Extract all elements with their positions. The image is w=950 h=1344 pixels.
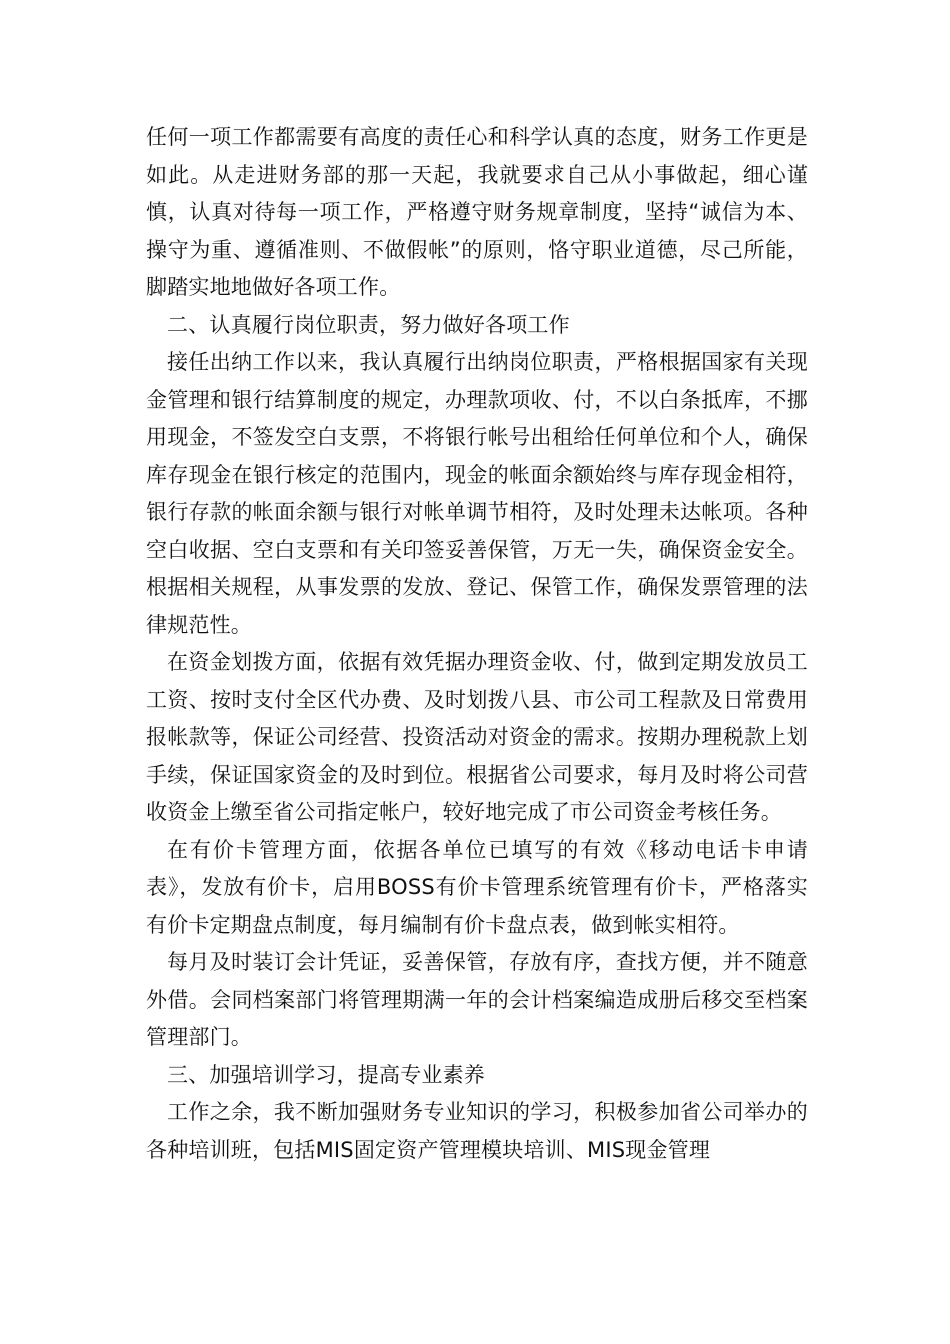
paragraph-training: 工作之余，我不断加强财务专业知识的学习，积极参加省公司举办的各种培训班，包括MIS固定资产管理模块培训、MIS现金管理 xyxy=(146,1100,808,1162)
section-heading-training: 三、加强培训学习，提高专业素养 xyxy=(167,1062,485,1087)
paragraph-voucher-archive: 每月及时装订会计凭证，妥善保管，存放有序，查找方便，并不随意外借。会同档案部门将管理期满一年的会计档案编造成册后移交至档案管理部门。 xyxy=(146,950,808,1049)
document-body xyxy=(146,119,808,1169)
paragraph-prepaid-card: 在有价卡管理方面，依据各单位已填写的有效《移动电话卡申请表》，发放有价卡，启用BOSS有价卡管理系统管理有价卡，严格落实有价卡定期盘点制度，每月编制有价卡盘点表，做到帐实相符。 xyxy=(146,837,808,937)
paragraph-cashier-duties: 接任出纳工作以来，我认真履行出纳岗位职责，严格根据国家有关现金管理和银行结算制度的规定，办理款项收、付，不以白条抵库，不挪用现金，不签发空白支票，不将银行帐号出租给任何单位和个人，确保库存现金在银行核定的范围内，现金的帐面余额始终与库存现金相符，银行存款的帐面余额与银行对帐单调节相符，及时处理未达帐项。各种空白收据、空白支票和有关印签妥善保管，万无一失，确保资金安全。根据相关规程，从事发票的发放、登记、保管工作，确保发票管理的法律规范性。 xyxy=(146,350,808,637)
paragraph-fund-transfer: 在资金划拨方面，依据有效凭据办理资金收、付，做到定期发放员工工资、按时支付全区代办费、及时划拨八县、市公司工程款及日常费用报帐款等，保证公司经营、投资活动对资金的需求。按期办理税款上划手续，保证国家资金的及时到位。根据省公司要求，每月及时将公司营收资金上缴至省公司指定帐户，较好地完成了市公司资金考核任务。 xyxy=(146,650,808,824)
paragraph-responsibility: 任何一项工作都需要有高度的责任心和科学认真的态度，财务工作更是如此。从走进财务部的那一天起，我就要求自己从小事做起，细心谨慎，认真对待每一项工作，严格遵守财务规章制度，坚持“诚信为本、操守为重、遵循准则、不做假帐”的原则，恪守职业道德，尽己所能，脚踏实地地做好各项工作。 xyxy=(146,125,808,299)
section-heading-duties: 二、认真履行岗位职责，努力做好各项工作 xyxy=(167,312,570,337)
